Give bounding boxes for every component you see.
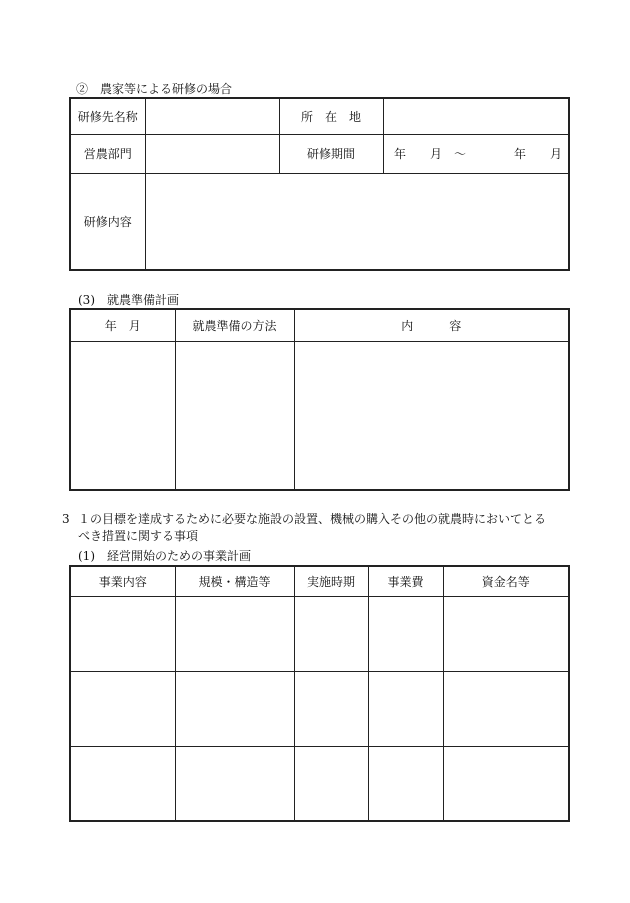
business-row-2-cost[interactable]	[368, 671, 443, 746]
business-row-2-timing[interactable]	[294, 671, 368, 746]
training-period-cell[interactable]: 年 月 ～ 年 月	[383, 134, 569, 173]
col-funding: 資金名等	[443, 566, 569, 596]
business-row-2-funding[interactable]	[443, 671, 569, 746]
item-3-text-line2: べき措置に関する事項	[78, 529, 199, 543]
col-method: 就農準備の方法	[175, 309, 294, 341]
business-row-1-content[interactable]	[70, 596, 175, 671]
business-row-2-content[interactable]	[70, 671, 175, 746]
department-cell[interactable]	[145, 134, 279, 173]
farm-training-heading: ② 農家等による研修の場合	[76, 82, 233, 96]
business-plan-heading: (1) 経営開始のための事業計画	[78, 549, 251, 563]
prep-method-cell[interactable]	[175, 341, 294, 490]
col-cost: 事業費	[368, 566, 443, 596]
location-cell[interactable]	[383, 98, 569, 134]
item-3-number: 3	[62, 512, 70, 526]
location-label: 所 在 地	[279, 98, 383, 134]
business-row-1-scale[interactable]	[175, 596, 294, 671]
item-3-text-line1: １の目標を達成するために必要な施設の設置、機械の購入その他の就農時においてとる	[78, 512, 547, 526]
prep-plan-heading: (3) 就農準備計画	[78, 293, 179, 307]
business-row-1-funding[interactable]	[443, 596, 569, 671]
training-place-label: 研修先名称	[70, 98, 145, 134]
prep-plan-table	[69, 308, 570, 491]
training-period-label: 研修期間	[279, 134, 383, 173]
business-row-3-timing[interactable]	[294, 746, 368, 821]
business-row-1-timing[interactable]	[294, 596, 368, 671]
col-timing: 実施時期	[294, 566, 368, 596]
prep-content-cell[interactable]	[294, 341, 569, 490]
col-business-content: 事業内容	[70, 566, 175, 596]
col-content: 内 容	[294, 309, 569, 341]
department-label: 営農部門	[70, 134, 145, 173]
training-content-cell[interactable]	[145, 173, 569, 270]
training-content-label: 研修内容	[70, 173, 145, 270]
business-row-3-scale[interactable]	[175, 746, 294, 821]
business-plan-table	[69, 565, 570, 822]
col-scale-structure: 規模・構造等	[175, 566, 294, 596]
business-row-3-funding[interactable]	[443, 746, 569, 821]
prep-year-month-cell[interactable]	[70, 341, 175, 490]
business-row-3-content[interactable]	[70, 746, 175, 821]
farm-training-table	[69, 97, 570, 271]
business-row-1-cost[interactable]	[368, 596, 443, 671]
training-place-cell[interactable]	[145, 98, 279, 134]
business-row-2-scale[interactable]	[175, 671, 294, 746]
business-row-3-cost[interactable]	[368, 746, 443, 821]
col-year-month: 年 月	[70, 309, 175, 341]
